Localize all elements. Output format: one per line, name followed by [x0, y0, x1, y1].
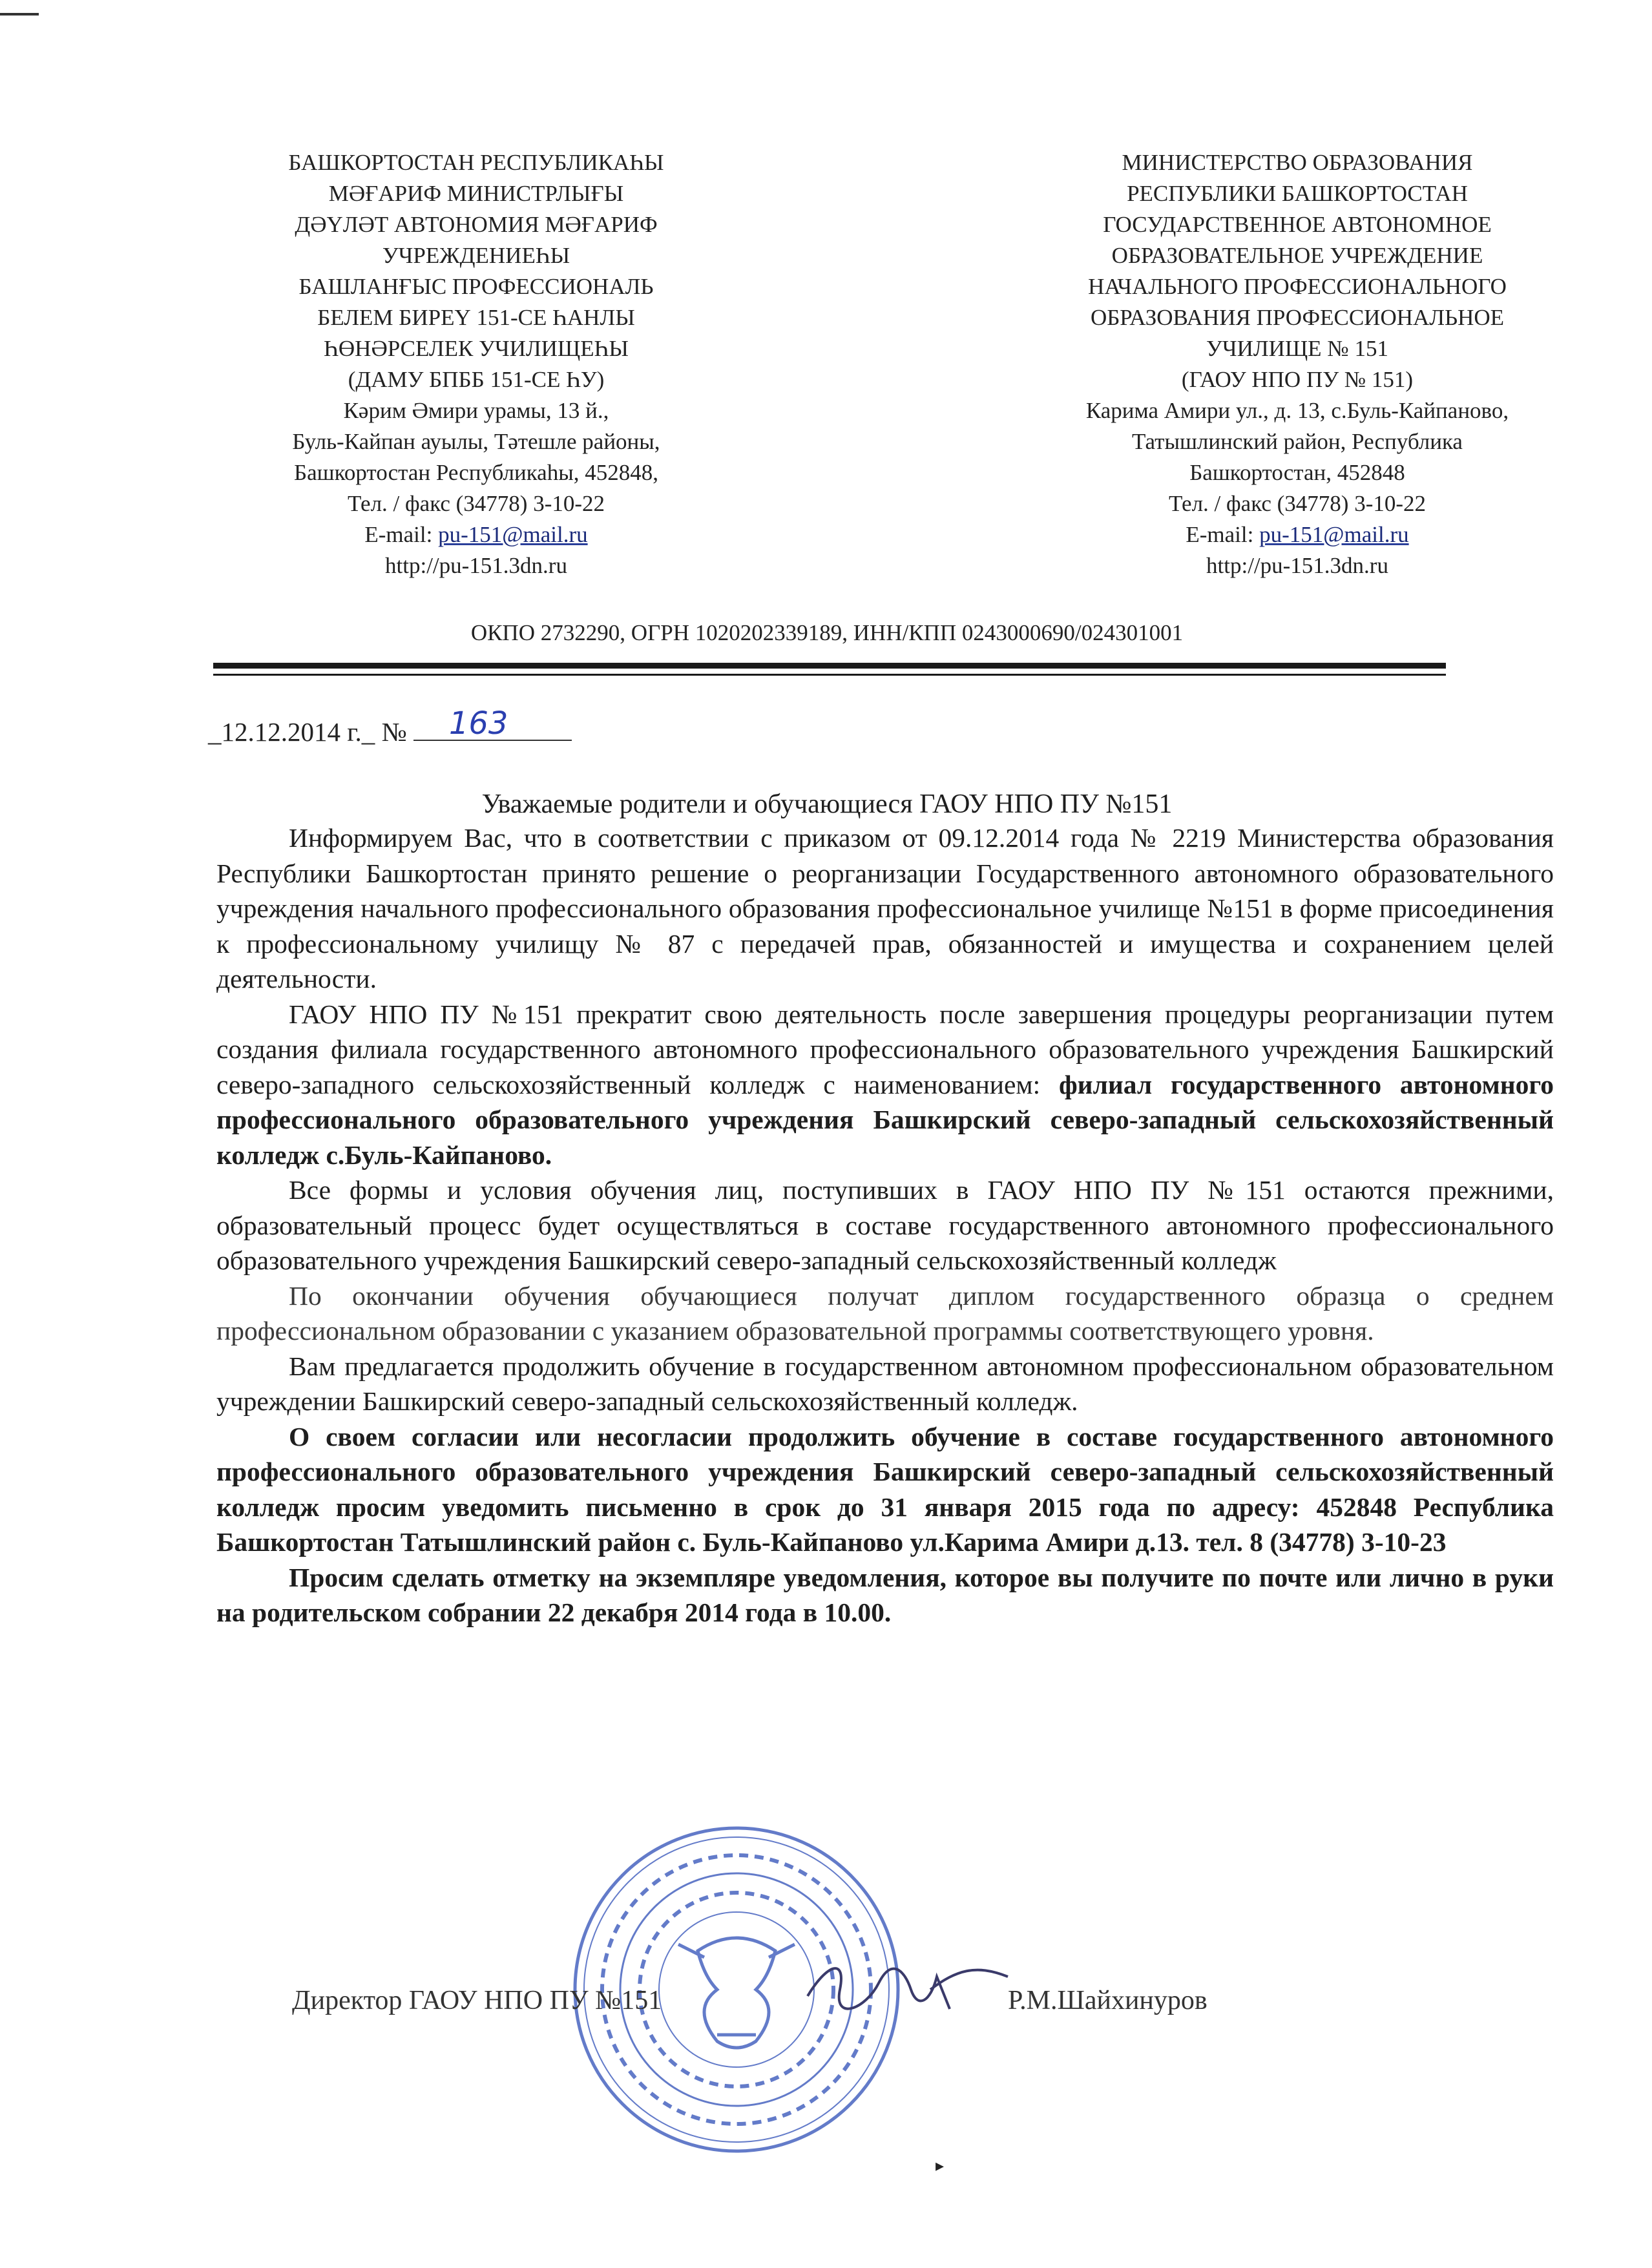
number-blank — [413, 705, 572, 742]
header-line: ОБРАЗОВАНИЯ ПРОФЕССИОНАЛЬНОЕ — [1090, 305, 1505, 330]
header-line: ОБРАЗОВАТЕЛЬНОЕ УЧРЕЖДЕНИЕ — [1111, 243, 1483, 268]
header-line: ДӘҮЛӘТ АВТОНОМИЯ МӘҒАРИФ — [295, 212, 658, 237]
header-line: Карима Амири ул., д. 13, с.Буль-Кайпаново, — [1085, 398, 1509, 423]
website-link[interactable]: http://pu-151.3dn.ru — [1206, 553, 1388, 578]
header-line: Тел. / факс (34778) 3-10-22 — [1168, 491, 1427, 516]
paragraph — [216, 997, 1554, 1173]
paragraph-bold-text: Просим сделать отметку на экземпляре уведомления, которое вы получите по почте или лично в руки на родительском собрании 22 декабря 2014 года в 10.00. — [216, 1562, 1554, 1627]
bullet-mark: ▸ — [936, 2156, 945, 2175]
email-link[interactable]: pu-151@mail.ru — [1259, 522, 1409, 547]
paragraph-bold-text: О своем согласии или несогласии продолжить обучение в составе государственного автономного профессионального образовательного учреждения Башкирский северо-западный сельскохозяйственный колледж просим уведомить письменно в срок до 31 января 2015 года по адресу: 452848 Республика Башкортостан Татышлинский район с. Буль-Кайпаново ул.Карима Амири д.13. тел. 8 (34778) 3-10-23 — [216, 1421, 1554, 1557]
salutation: Уважаемые родители и обучающиеся ГАОУ НПО ПУ №151 — [481, 789, 1173, 819]
header-line: ҺӨНӘРСЕЛЕК УЧИЛИЩЕҺЫ — [324, 336, 629, 361]
header-line: БЕЛЕМ БИРЕҮ 151-СЕ ҺАНЛЫ — [317, 305, 635, 330]
header-line: УЧИЛИЩЕ № 151 — [1206, 336, 1388, 361]
date-number-line — [208, 705, 572, 748]
scan-mark — [0, 13, 39, 16]
header-line: Башкортостан, 452848 — [1189, 460, 1405, 485]
requisites: ОКПО 2732290, ОГРН 1020202339189, ИНН/КПП 0243000690/024301001 — [470, 620, 1184, 645]
email-link[interactable]: pu-151@mail.ru — [438, 522, 588, 547]
paragraph-bold — [216, 1560, 1554, 1630]
date-prefix: _12.12.2014 г._ № — [208, 717, 407, 747]
paragraph: Все формы и условия обучения лиц, поступивших в ГАОУ НПО ПУ №151 остаются прежними, образовательный процесс будет осуществляться в составе государственного автономного профессионального образовательного учреждения Башкирский северо-западный сельскохозяйственный колледж — [216, 1175, 1554, 1275]
header-line: УЧРЕЖДЕНИЕҺЫ — [382, 243, 570, 268]
email-label: E-mail: — [364, 522, 439, 547]
handwritten-number: 163 — [448, 705, 508, 742]
email-label: E-mail: — [1186, 522, 1260, 547]
paragraph-bold-text: филиал государственного автономного профессионального образовательного учреждения Башкирский северо-западный сельскохозяйственный колледж с.Буль-Кайпаново. — [216, 1069, 1554, 1170]
signer-name: Р.М.Шайхинуров — [1008, 1986, 1208, 2015]
paragraph-bold — [216, 1419, 1554, 1560]
header-line: НАЧАЛЬНОГО ПРОФЕССИОНАЛЬНОГО — [1088, 274, 1507, 299]
header-divider-thin — [213, 674, 1446, 676]
header-line: МИНИСТЕРСТВО ОБРАЗОВАНИЯ — [1122, 150, 1473, 175]
handwritten-signature — [801, 1951, 1014, 2028]
header-divider-thick — [213, 663, 1446, 669]
header-line: ГОСУДАРСТВЕННОЕ АВТОНОМНОЕ — [1103, 212, 1492, 237]
paragraph: Информируем Вас, что в соответствии с приказом от 09.12.2014 года № 2219 Министерства образования Республики Башкортостан принято решение о реорганизации Государственного автономного образовательного учреждения начального профессионального образования профессиональное училище №151 в форме присоединения к профессиональному училищу № 87 с передачей прав, обязанностей и имущества и сохранением целей деятельности. — [216, 823, 1554, 994]
header-line: БАШКОРТОСТАН РЕСПУБЛИКАҺЫ — [288, 150, 664, 175]
header-line: Тел. / факс (34778) 3-10-22 — [347, 491, 605, 516]
header-line: Башкортостан Республикаһы, 452848, — [294, 460, 658, 485]
email-line — [1026, 519, 1569, 550]
website-link[interactable]: http://pu-151.3dn.ru — [385, 553, 567, 578]
header-line: Буль-Кайпан ауылы, Тәтешле районы, — [292, 429, 660, 454]
paragraph: Вам предлагается продолжить обучение в государственном автономном профессиональном образовательном учреждении Башкирский северо-западный сельскохозяйственный колледж. — [216, 1351, 1554, 1416]
header-line: (ГАОУ НПО ПУ № 151) — [1181, 367, 1414, 392]
header-line: (ДАМУ БПББ 151-СЕ ҺУ) — [348, 367, 605, 392]
header-russian — [1026, 147, 1569, 581]
email-line — [205, 519, 748, 550]
signer-title: Директор ГАОУ НПО ПУ №151 — [292, 1986, 662, 2015]
letter-body — [216, 820, 1554, 1630]
header-line: Татышлинский район, Республика — [1132, 429, 1463, 454]
header-line: Кәрим Әмири урамы, 13 й., — [343, 398, 609, 423]
header-line: БАШЛАНҒЫС ПРОФЕССИОНАЛЬ — [298, 274, 654, 299]
header-bashkir — [205, 147, 748, 581]
header-line: МӘҒАРИФ МИНИСТРЛЫҒЫ — [328, 181, 624, 206]
paragraph-text: ГАОУ НПО ПУ №151 прекратит свою деятельность после завершения процедуры реорганизации путем создания филиала государственного автономного профессионального образовательного учреждения Башкирский северо-западного сельскохозяйственный колледж с наименованием: — [216, 999, 1554, 1099]
header-line: РЕСПУБЛИКИ БАШКОРТОСТАН — [1127, 181, 1468, 206]
paragraph: По окончании обучения обучающиеся получат диплом государственного образца о среднем профессиональном образовании с указанием образовательной программы соответствующего уровня. — [216, 1280, 1554, 1346]
